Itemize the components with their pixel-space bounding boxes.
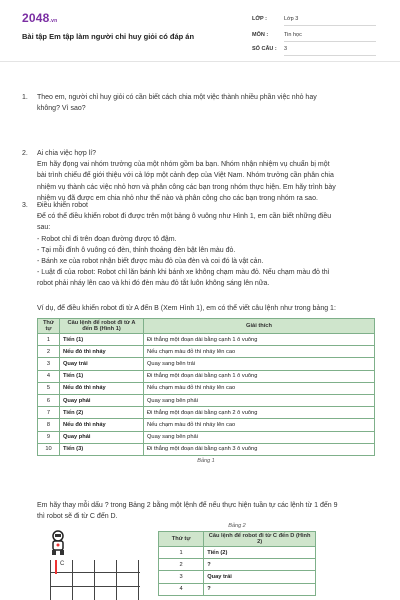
question-number: 3. (22, 202, 28, 209)
table-header-row (38, 319, 375, 334)
table-row (38, 431, 375, 443)
question-line: bài trình chiếu để giới thiệu với cả lớp một cảnh đẹp của Việt Nam. Nhóm trưởng cần phân chia (37, 172, 334, 180)
question-line: - Bánh xe của robot nhận biết được màu đỏ của đèn và coi đó là vật cản. (37, 258, 264, 266)
path-arrow (55, 560, 57, 574)
cell-explanation: Đi thẳng một đoạn dài bằng cạnh 2 ô vuông (144, 407, 375, 419)
question-number: 2. (22, 150, 28, 157)
cell-order: 9 (38, 431, 60, 443)
table-row (38, 346, 375, 358)
cell-command: Tiến (2) (60, 407, 144, 419)
page-header (0, 0, 400, 62)
cell-order: 10 (38, 443, 60, 455)
cell-command: Tiến (1) (60, 334, 144, 346)
cell-command: Tiến (1) (60, 370, 144, 382)
table-row (159, 559, 316, 571)
cell-explanation: Quay sang bên trái (144, 358, 375, 370)
cell-explanation: Quay sang bên phải (144, 394, 375, 406)
table-2-caption: Bảng 2 (228, 523, 246, 529)
cell-order: 3 (38, 358, 60, 370)
cell-command: ? (204, 559, 316, 571)
cell-explanation: Đi thẳng một đoạn dài bằng cạnh 1 ô vuông (144, 370, 375, 382)
cell-order: 2 (38, 346, 60, 358)
cell-command: Nếu đỏ thì nháy (60, 382, 144, 394)
cell-order: 4 (38, 370, 60, 382)
meta-label: LỚP : (252, 16, 267, 22)
column-header: Thứ tự (159, 532, 204, 547)
command-table-1 (37, 318, 375, 456)
table-2-wrapper (158, 523, 316, 596)
table-row (159, 547, 316, 559)
cell-command: Nếu đỏ thì nháy (60, 346, 144, 358)
column-header: Giải thích (144, 319, 375, 334)
cell-explanation: Nếu chạm màu đỏ thì nháy lên cao (144, 346, 375, 358)
cell-command: ? (204, 583, 316, 595)
column-header: Thứ tự (38, 319, 60, 334)
question-number: 1. (22, 94, 28, 101)
table-row (38, 419, 375, 431)
cell-command: Nếu đỏ thì nháy (60, 419, 144, 431)
column-header: Câu lệnh để robot đi từ A đến B (Hình 1) (60, 319, 144, 334)
cell-order: 4 (159, 583, 204, 595)
table-1-wrapper (37, 318, 375, 464)
robot-image (48, 530, 68, 556)
cell-order: 6 (38, 394, 60, 406)
question-line: Em hãy đọng vai nhóm trưởng của một nhóm gồm ba bạn. Nhóm nhận nhiệm vụ chuẩn bị một (37, 161, 330, 169)
meta-value: Lớp 3 (284, 16, 376, 26)
brand-suffix: .vn (49, 18, 58, 24)
table-1-caption: Bảng 1 (197, 457, 215, 464)
question-line: không? Vì sao? (37, 105, 86, 113)
table-header-row (159, 532, 316, 547)
cell-order: 1 (38, 334, 60, 346)
table-row (38, 370, 375, 382)
question-line: Ai chia việc hợp lí? (37, 150, 97, 157)
cell-explanation: Nếu chạm màu đỏ thì nháy lên cao (144, 419, 375, 431)
question-line: Điều khiển robot (37, 202, 88, 209)
point-label-c: C (60, 561, 65, 567)
cell-order: 1 (159, 547, 204, 559)
question-line: - Robot chỉ đi trên đoạn đường được tô đậm. (37, 235, 177, 243)
cell-explanation: Đi thẳng một đoạn dài bằng cạnh 1 ô vuông (144, 334, 375, 346)
cell-command: Tiến (2) (204, 547, 316, 559)
question-line: Theo em, người chỉ huy giỏi có cần biết cách chia một việc thành nhiều phần việc nhỏ hay (37, 94, 317, 101)
cell-order: 8 (38, 419, 60, 431)
table-row (159, 583, 316, 595)
cell-explanation: Quay sang bên phải (144, 431, 375, 443)
cell-command: Tiến (3) (60, 443, 144, 455)
brand-name: 2048 (22, 11, 50, 25)
question-line: - Tại mỗi đỉnh ô vuông có đèn, thỉnh thoảng đèn bật lên màu đỏ. (37, 246, 236, 254)
question-line: nhiệm vụ đã được em chia nhỏ như thế nào và phân công cho các bạn trong nhóm ra sao. (37, 194, 318, 202)
cell-order: 5 (38, 382, 60, 394)
cell-order: 2 (159, 559, 204, 571)
table-row (38, 382, 375, 394)
column-header: Câu lệnh để robot đi từ C đến D (Hình 2) (204, 532, 316, 547)
command-table-2 (158, 531, 316, 596)
cell-explanation: Nếu chạm màu đỏ thì nháy lên cao (144, 382, 375, 394)
cell-command: Quay phải (60, 431, 144, 443)
meta-value: Tin học (284, 32, 376, 42)
cell-command: Quay trái (204, 571, 316, 583)
example-intro-text: Ví dụ, để điều khiển robot đi từ A đến B (Xem Hình 1), em có thể viết câu lệnh như trong bảng 1: (37, 305, 336, 312)
question-line: nhiệm vụ thành các việc nhỏ hơn và phân công các bạn trong nhóm thực hiện. Em hãy trình bày (37, 183, 336, 191)
question-line: sau: (37, 224, 51, 232)
table-row (159, 571, 316, 583)
meta-value: 3 (284, 46, 376, 56)
question-line: robot phải nháy lên cao và khi đó đèn màu đỏ tắt luôn không sáng lên nữa. (37, 280, 270, 288)
table-row (38, 394, 375, 406)
table-row (38, 443, 375, 455)
cell-command: Quay trái (60, 358, 144, 370)
cell-explanation: Đi thẳng một đoạn dài bằng cạnh 3 ô vuông (144, 443, 375, 455)
cell-order: 7 (38, 407, 60, 419)
cell-order: 3 (159, 571, 204, 583)
site-logo[interactable] (22, 11, 57, 25)
question-line: Để có thể điều khiển robot đi được trên một bảng ô vuông như Hình 1, em cần biết những điều (37, 213, 332, 221)
table-row (38, 407, 375, 419)
meta-label: MÔN : (252, 32, 269, 38)
robot-grid-figure (50, 560, 140, 600)
cell-command: Quay phải (60, 394, 144, 406)
table-row (38, 358, 375, 370)
document-title: Bài tập Em tập làm người chỉ huy giỏi có đáp án (22, 32, 195, 41)
task-line: Em hãy thay mỗi dấu ? trong Bảng 2 bằng một lệnh để nếu thực hiện tuần tự các lệnh từ 1 đến 9 (37, 502, 338, 509)
meta-label: SỐ CÂU : (252, 46, 277, 52)
question-line: - Luật đi của robot: Robot chỉ lăn bánh khi bánh xe không chạm màu đỏ. Nếu chạm màu đỏ thì (37, 269, 330, 277)
table-row (38, 334, 375, 346)
task-line: thì robot sẽ đi từ C đến D. (37, 513, 118, 521)
